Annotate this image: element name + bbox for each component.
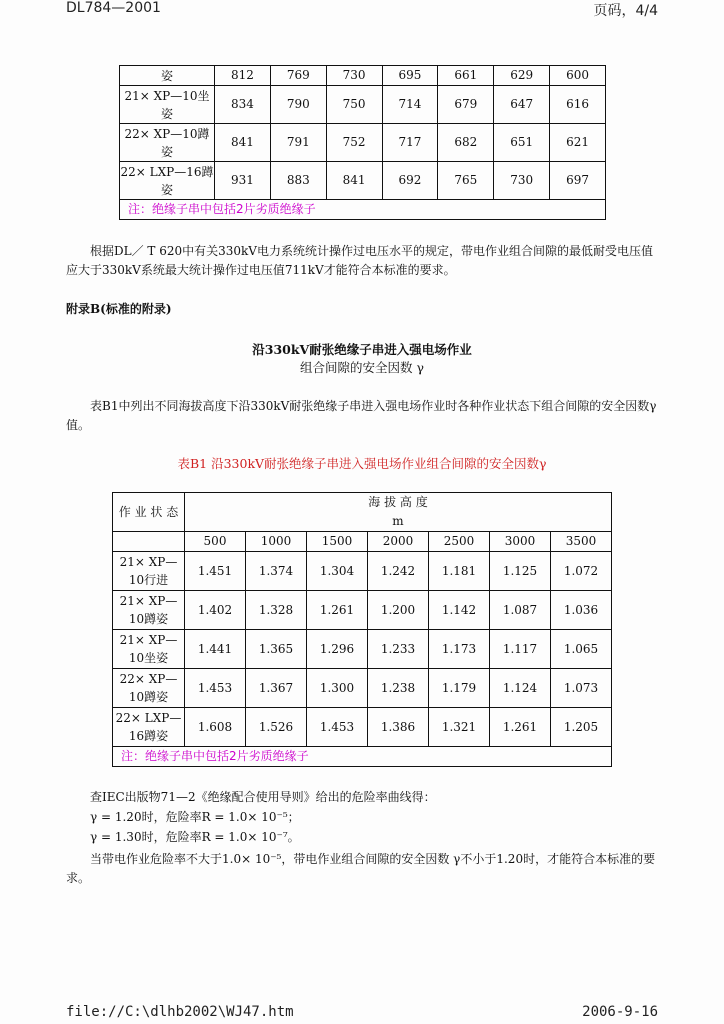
cell-value: 1.608 [185,708,246,747]
appendix-title: 附录B(标准的附录) [66,302,172,316]
row-label: 21× XP—10坐姿 [120,86,215,124]
cell-value: 790 [270,86,326,124]
column-header-state: 作 业 状 态 [113,493,185,532]
cell-value: 1.205 [551,708,612,747]
row-label: 22× LXP—16蹲姿 [120,162,215,200]
cell-value: 1.526 [246,708,307,747]
cell-value: 1.321 [429,708,490,747]
cell-value: 1.451 [185,552,246,591]
cell-value: 1.374 [246,552,307,591]
cell-value: 812 [215,66,271,86]
paragraph-iec-reference: 查IEC出版物71—2《绝缘配合使用导则》给出的危险率曲线得： [90,790,436,804]
cell-value: 1.073 [551,669,612,708]
cell-value: 1.065 [551,630,612,669]
row-label: 22× LXP—16蹲姿 [113,708,185,747]
cell-value: 765 [438,162,494,200]
altitude-header: 3500 [551,532,612,552]
row-label: 21× XP—10坐姿 [113,630,185,669]
cell-value: 1.124 [490,669,551,708]
cell-value: 647 [494,86,550,124]
section-title-line1: 沿330kV耐张绝缘子串进入强电场作业 [252,342,472,357]
column-header-unit: m [185,512,612,532]
cell-value: 730 [494,162,550,200]
table-row [113,669,612,708]
cell-value: 730 [326,66,382,86]
table-row [113,630,612,669]
paragraph-conclusion: 当带电作业危险率不大于1.0× 10⁻⁵，带电作业组合间隙的安全因数 γ不小于1.20时，才能符合本标准的要求。 [66,852,656,885]
cell-value: 1.200 [368,591,429,630]
row-label: 22× XP—10蹲姿 [113,669,185,708]
cell-value: 1.072 [551,552,612,591]
cell-value: 883 [270,162,326,200]
table-continuation [119,65,606,220]
altitude-header: 1500 [307,532,368,552]
cell-value: 1.328 [246,591,307,630]
cell-value: 695 [382,66,438,86]
table-row [120,124,606,162]
cell-value: 600 [550,66,606,86]
cell-value: 752 [326,124,382,162]
table-row [120,66,606,86]
cell-value: 841 [326,162,382,200]
cell-value: 1.386 [368,708,429,747]
risk-line-2: γ = 1.30时，危险率R = 1.0× 10⁻⁷。 [90,830,300,844]
cell-value: 1.453 [307,708,368,747]
row-label: 姿 [120,66,215,86]
cell-value: 661 [438,66,494,86]
cell-value: 931 [215,162,271,200]
section-title-line2: 组合间隙的安全因数 γ [300,360,424,375]
risk-line-1: γ = 1.20时，危险率R = 1.0× 10⁻⁵； [90,810,300,824]
cell-value: 1.173 [429,630,490,669]
cell-value: 679 [438,86,494,124]
table-row [113,591,612,630]
cell-value: 1.242 [368,552,429,591]
paragraph-table-intro: 表B1中列出不同海拔高度下沿330kV耐张绝缘子串进入强电场作业时各种作业状态下组合间隙的安全因数γ值。 [66,399,657,432]
cell-value: 1.304 [307,552,368,591]
cell-value: 1.453 [185,669,246,708]
row-label: 21× XP—10行进 [113,552,185,591]
cell-value: 717 [382,124,438,162]
altitude-header: 2500 [429,532,490,552]
cell-value: 682 [438,124,494,162]
table-b1 [112,492,612,767]
cell-value: 750 [326,86,382,124]
cell-value: 651 [494,124,550,162]
table-row [120,162,606,200]
table-row [113,552,612,591]
footer-file-path: file://C:\dlhb2002\WJ47.htm [66,1004,294,1020]
cell-value: 1.261 [307,591,368,630]
cell-value: 697 [550,162,606,200]
altitude-header: 500 [185,532,246,552]
column-header-altitude: 海 拔 高 度 [185,493,612,513]
cell-value: 629 [494,66,550,86]
paragraph-requirement: 根据DL／ T 620中有关330kV电力系统统计操作过电压水平的规定，带电作业组合间隙的最低耐受电压值应大于330kV系统最大统计操作过电压值711kV才能符合本标准的要求。 [66,244,653,277]
cell-value: 1.125 [490,552,551,591]
table-row [120,86,606,124]
cell-value: 1.117 [490,630,551,669]
cell-value: 714 [382,86,438,124]
cell-value: 1.142 [429,591,490,630]
cell-value: 834 [215,86,271,124]
table-row [113,708,612,747]
altitude-header: 2000 [368,532,429,552]
header-doc-id: DL784—2001 [66,0,161,16]
cell-value: 1.365 [246,630,307,669]
header-page-number: 页码，4/4 [593,3,658,19]
altitude-header-blank [113,532,185,552]
cell-value: 1.087 [490,591,551,630]
cell-value: 791 [270,124,326,162]
cell-value: 1.367 [246,669,307,708]
cell-value: 621 [550,124,606,162]
cell-value: 841 [215,124,271,162]
table-note: 注：绝缘子串中包括2片劣质绝缘子 [113,747,612,767]
table-note: 注：绝缘子串中包括2片劣质绝缘子 [120,200,606,220]
altitude-header: 1000 [246,532,307,552]
cell-value: 692 [382,162,438,200]
cell-value: 1.300 [307,669,368,708]
cell-value: 1.233 [368,630,429,669]
row-label: 21× XP—10蹲姿 [113,591,185,630]
cell-value: 616 [550,86,606,124]
cell-value: 1.296 [307,630,368,669]
cell-value: 1.179 [429,669,490,708]
cell-value: 1.181 [429,552,490,591]
cell-value: 1.238 [368,669,429,708]
altitude-header: 3000 [490,532,551,552]
cell-value: 1.036 [551,591,612,630]
footer-date: 2006-9-16 [582,1004,658,1020]
cell-value: 769 [270,66,326,86]
cell-value: 1.402 [185,591,246,630]
cell-value: 1.261 [490,708,551,747]
table-b1-caption: 表B1 沿330kV耐张绝缘子串进入强电场作业组合间隙的安全因数γ [177,456,547,471]
cell-value: 1.441 [185,630,246,669]
row-label: 22× XP—10蹲姿 [120,124,215,162]
